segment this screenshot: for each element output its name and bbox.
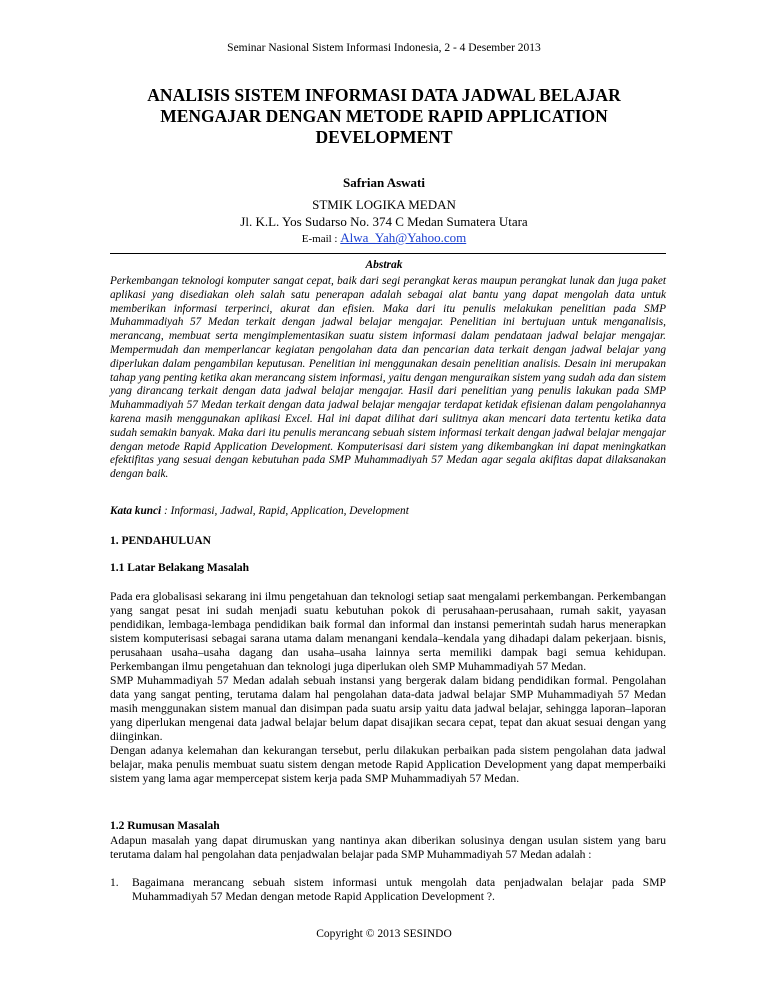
list-item-text: Bagaimana merancang sebuah sistem informasi untuk mengolah data penjadwalan belajar pada SMP Muhammadiyah 57 Medan dengan metode Rapid Application Development ?. (132, 876, 666, 903)
section-1-2-intro: Adapun masalah yang dapat dirumuskan yang nantinya akan diberikan solusinya dengan usulan sistem yang baru terutama dalam hal pengolahan data penjadwalan belajar pada SMP Muhammadiyah 57 Medan adalah : (110, 834, 666, 861)
abstract-heading: Abstrak (365, 259, 403, 271)
affiliation (0, 196, 768, 230)
abstract-text: Perkembangan teknologi komputer sangat cepat, baik dari segi perangkat keras maupun perangkat lunak dan juga paket aplikasi yang disediakan oleh salah satu penerapan adalah sebagai alat bantu yang dapat mengolah data untuk memberikan informasi terperinci, akurat dan efisien. Maka dari itu penulis melakukan penelitian pada SMP Muhammadiyah 57 Medan terkait dengan jadwal belajar mengajar. Penelitian ini bertujuan untuk menganalisis, merancang, membuat serta mengimplementasikan suatu sistem informasi dalam pendataan jadwal belajar mengajar. Mempermudah dan memperlancar kegiatan pengolahan data dan pencarian data terkait dengan jadwal belajar yang diperlukan dalam pengambilan keputusan. Penelitian ini menggunakan desain penelitian analisis. Desain ini merupakan tahap yang penting ketika akan merancang sistem informasi, yaitu dengan menguraikan sistem yang sudah ada dan sistem yang dirancang terkait dengan data jadwal belajar mengajar. Hasil dari penelitian yang penulis lakukan pada SMP Muhammadiyah 57 Medan terkait dengan data jadwal belajar mengajar terdapat ketidak efisienan dalam pengolahannya karena masih menggunakan aplikasi Excel. Hal ini dapat dilihat dari sulitnya akan mencari data tertentu ketika data sudah semakin banyak. Maka dari itu penulis merancang sebuah sistem informasi terkait dengan jadwal belajar mengajar dengan metode Rapid Application Development. Komputerisasi dari sistem yang dikembangkan ini dapat meningkatkan efektifitas yang sesuai dengan kebutuhan pada SMP Muhammadiyah 57 Medan agar segala akifitas dapat dilaksanakan dengan baik. (110, 275, 666, 481)
paragraph: SMP Muhammadiyah 57 Medan adalah sebuah instansi yang bergerak dalam bidang pendidikan formal. Pengolahan data yang sangat penting, terutama dalam hal pengolahan data-data jadwal belajar SMP Muhammadiyah 57 Medan masih menggunakan sistem manual dan disimpan pada suatu arsip yaitu data jadwal belajar, sehingga laporan–laporan yang diperlukan mengenai data jadwal belajar belum dapat disajikan secara cepat, tepat dan akuat sesuai dengan yang diinginkan. (110, 674, 666, 743)
keywords-list: : Informasi, Jadwal, Rapid, Application, Development (161, 505, 409, 517)
paragraph: Dengan adanya kelemahan dan kekurangan tersebut, perlu dilakukan perbaikan pada sistem pengolahan data jadwal belajar, maka penulis membuat suatu sistem dengan metode Rapid Application Development yang dapat memperbaiki sistem yang lama agar mempercepat sistem kerja pada SMP Muhammadiyah 57 Medan. (110, 744, 666, 785)
institution: STMIK LOGIKA MEDAN (312, 197, 456, 212)
section-heading-1: 1. PENDAHULUAN (110, 535, 211, 547)
paper-title: ANALISIS SISTEM INFORMASI DATA JADWAL BELAJAR MENGAJAR DENGAN METODE RAPID APPLICATION DEVELOPMENT (147, 85, 621, 147)
section-heading-1-2: 1.2 Rumusan Masalah (110, 820, 220, 832)
address: Jl. K.L. Yos Sudarso No. 374 C Medan Sumatera Utara (240, 214, 528, 229)
list-item-number: 1. (110, 876, 119, 889)
keywords (110, 505, 666, 517)
keywords-label: Kata kunci (110, 505, 162, 517)
email-line (0, 230, 768, 246)
page-footer: Copyright © 2013 SESINDO (316, 928, 452, 940)
section-1-1-body (110, 590, 666, 786)
email-label: E-mail : (301, 233, 341, 245)
section-heading-1-1: 1.1 Latar Belakang Masalah (110, 562, 250, 574)
running-header: Seminar Nasional Sistem Informasi Indonesia, 2 - 4 Desember 2013 (227, 42, 541, 54)
author-name: Safrian Aswati (343, 175, 425, 190)
header-divider (110, 253, 666, 254)
email-link[interactable]: Alwa_Yah@Yahoo.com (340, 230, 467, 245)
list-item (110, 876, 666, 904)
paragraph: Pada era globalisasi sekarang ini ilmu pengetahuan dan teknologi setiap saat mengalami perkembangan. Perkembangan yang sangat pesat ini sudah menjadi suatu kebutuhan pokok di perusahaan-perusahaan, rumah sakit, yayasan pendidikan, lembaga-lembaga pendidikan baik formal dan informal dan instansi pemerintah sudah harus menerapkan sistem komputerisasi sebagai sarana utama dalam menangani kendala–kendala yang dihadapi dalam pekerjaan. bisnis, perusahaan usaha–usaha dagang dan usaha–usaha lainnya serta memiliki dampak bagi semua kehidupan. Perkembangan ilmu pengetahuan dan teknologi juga diperlukan oleh SMP Muhammadiyah 57 Medan. (110, 590, 666, 673)
problem-list (110, 876, 666, 904)
